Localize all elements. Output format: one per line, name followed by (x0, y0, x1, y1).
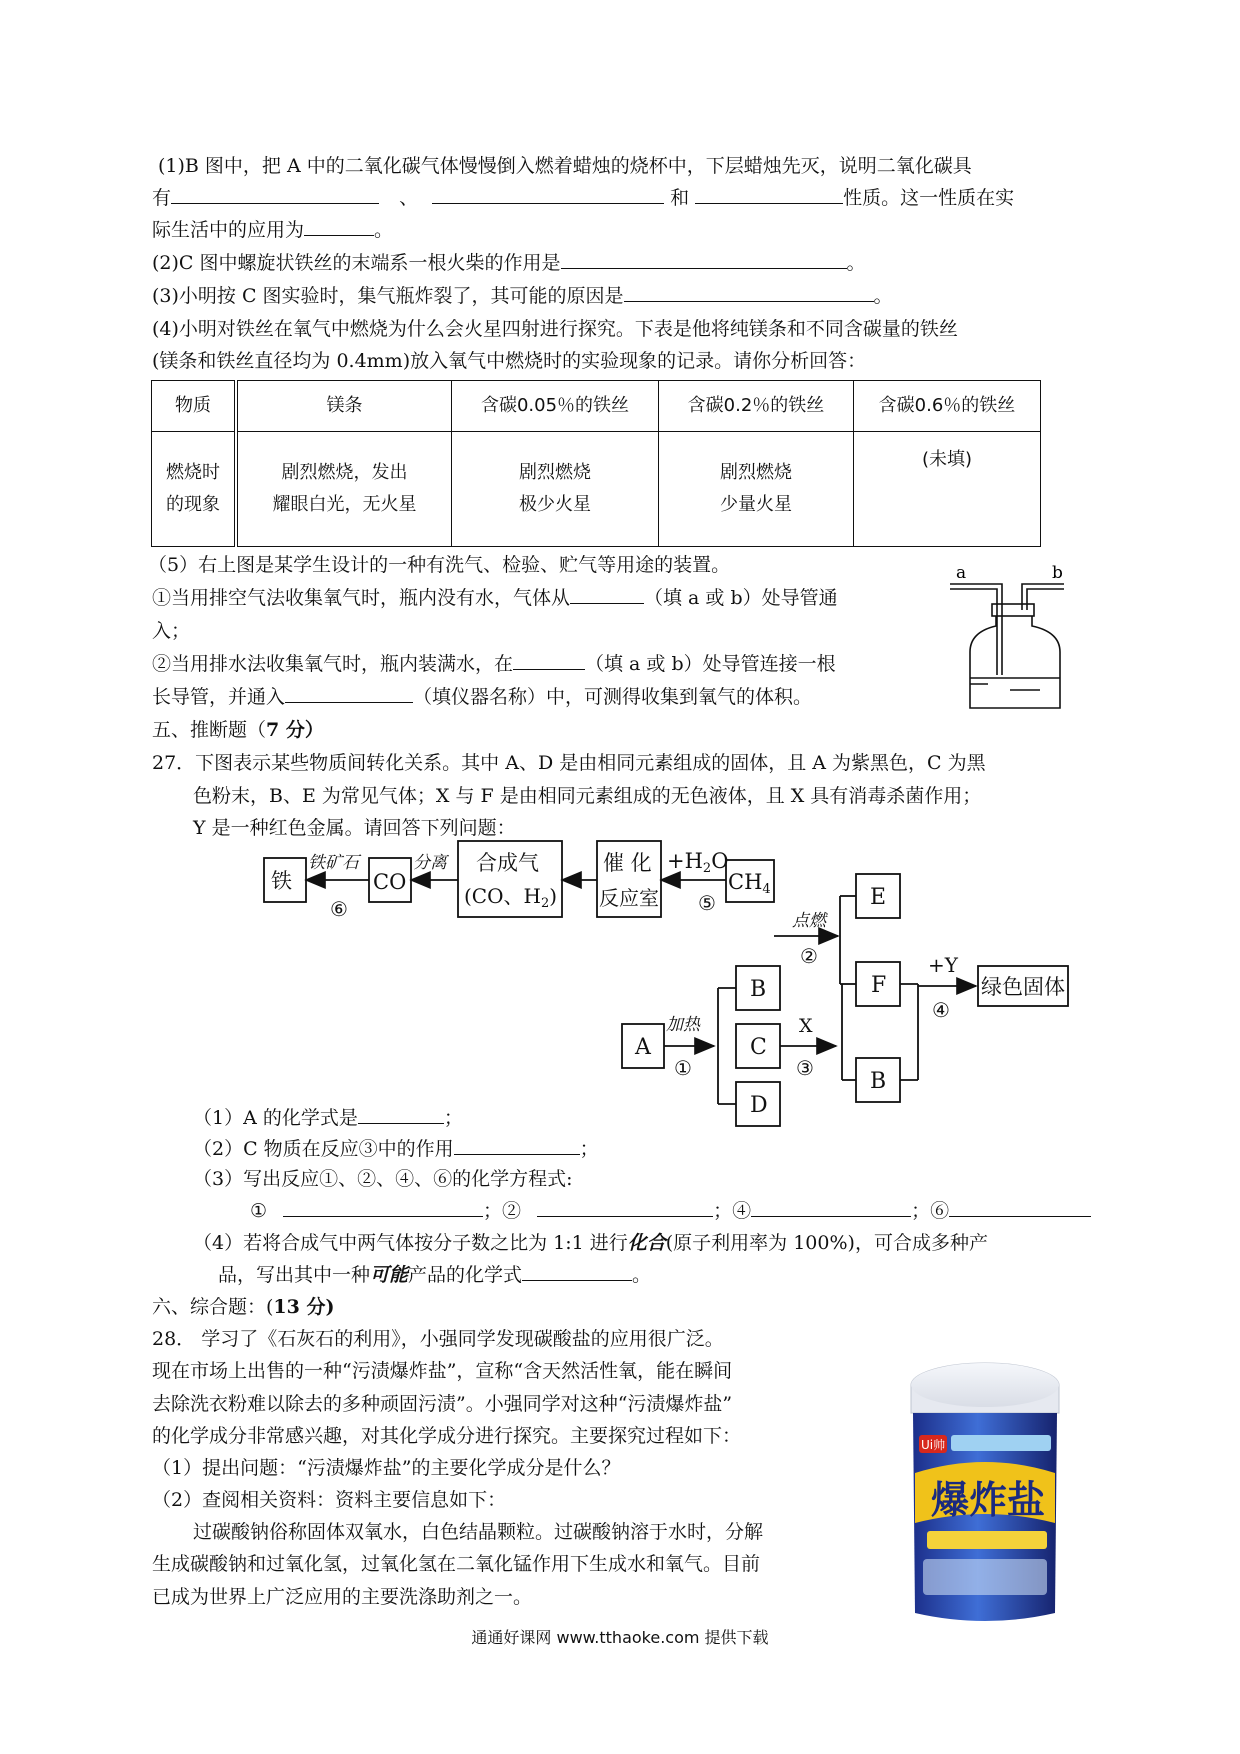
text: ； (443, 1107, 463, 1129)
q27-1-line (193, 1105, 463, 1131)
answer-blank[interactable] (522, 1262, 632, 1281)
node-f-label: F (871, 973, 887, 998)
answer-blank[interactable] (283, 1198, 483, 1217)
text: 五、推断题（ (152, 719, 267, 741)
q27-2-line (193, 1136, 599, 1162)
step-1: ① (674, 1056, 692, 1080)
q28-line5: （1）提出问题：“污渍爆炸盐”的主要化学成分是什么？ (152, 1457, 621, 1479)
text: 六、综合题：( (152, 1296, 274, 1318)
q26-1-line1: (1)B 图中，把 A 中的二氧化碳气体慢慢倒入燃着蜡烛的烧杯中，下层蜡烛先灭，说明二氧化碳具 (158, 155, 972, 177)
q28-line6: （2）查阅相关资料：资料主要信息如下： (152, 1489, 507, 1511)
q27-3-answers (250, 1198, 1091, 1224)
text: 性质。这一性质在实 (843, 187, 1015, 209)
text: (未填) (921, 449, 973, 470)
node-a-label: A (635, 1035, 651, 1060)
text: ②当用排水法收集氧气时，瓶内装满水，在 (152, 653, 514, 675)
text: （填仪器名称）中，可测得收集到氧气的体积。 (413, 686, 813, 708)
q28-line1: 28． 学习了《石灰石的利用》，小强同学发现碳酸盐的应用很广泛。 (152, 1328, 724, 1350)
q26-5-line1: （5）右上图是某学生设计的一种有洗气、检验、贮气等用途的装置。 (148, 554, 731, 576)
text: 品，写出其中一种 (218, 1264, 371, 1286)
text: ① (250, 1200, 268, 1222)
label-separate: 分离 (413, 853, 447, 873)
step-5: ⑤ (698, 891, 716, 915)
node-co-label: CO (373, 870, 407, 894)
text: （1）A 的化学式是 (193, 1107, 358, 1129)
product-top-label: Ui帅 (921, 1438, 946, 1452)
answer-blank[interactable] (949, 1198, 1091, 1217)
text: ；⑥ (911, 1200, 950, 1222)
text: （填 a 或 b）处导管连接一根 (585, 653, 836, 675)
text: ； (579, 1138, 599, 1160)
q26-4-line2: (镁条和铁丝直径均为 0.4mm)放入氧气中燃烧时的实验现象的记录。请你分析回答： (152, 350, 867, 372)
step-4: ④ (932, 998, 950, 1022)
answer-blank[interactable] (358, 1105, 444, 1124)
node-syngas-formula (464, 884, 557, 911)
product-photo (905, 1355, 1065, 1630)
label-ignite: 点燃 (792, 911, 826, 931)
table-header: 物质 (152, 381, 237, 432)
table-header: 镁条 (236, 381, 452, 432)
text: （2）C 物质在反应③中的作用 (193, 1138, 454, 1160)
text: 少量火星 (720, 494, 792, 515)
text: 4 (762, 882, 771, 897)
answer-blank[interactable] (751, 1198, 911, 1217)
text: 剧烈燃烧，发出 (281, 462, 408, 483)
label-y: +Y (928, 953, 958, 977)
text: 、 (399, 187, 419, 209)
q28-line2: 现在市场上出售的一种“污渍爆炸盐”，宣称“含天然活性氧，能在瞬间 (152, 1360, 733, 1382)
text: 的现象 (166, 494, 220, 515)
q27-4-line2 (218, 1262, 651, 1288)
q28-line8: 生成碳酸钠和过氧化氢，过氧化氢在二氧化锰作用下生成水和氧气。目前 (152, 1553, 761, 1575)
q28-line9: 已成为世界上广泛应用的主要洗涤助剂之一。 (152, 1586, 533, 1608)
text: 化合 (627, 1232, 666, 1254)
text: 可能 (370, 1264, 409, 1286)
node-b-label: B (870, 1069, 887, 1094)
bottle-label-a: a (956, 563, 967, 583)
text: 。 (873, 285, 893, 307)
node-b-label: B (750, 977, 767, 1002)
label-ore: 铁矿石 (308, 853, 359, 873)
step-2: ② (800, 944, 818, 968)
text: 2 (702, 861, 712, 876)
text: ) (549, 884, 558, 908)
text: （填 a 或 b）处导管通 (644, 587, 838, 609)
text: 7 分） (266, 719, 324, 741)
answer-blank[interactable] (537, 1198, 713, 1217)
product-brand: 爆炸盐 (931, 1478, 1046, 1522)
text: (CO、H (464, 884, 541, 908)
text: 有 (152, 187, 172, 209)
node-d-label: D (750, 1093, 768, 1118)
text: 。 (846, 252, 866, 274)
node-syngas-label: 合成气 (476, 851, 539, 875)
q28-line4: 的化学成分非常感兴趣，对其化学成分进行探究。主要探究过程如下： (152, 1425, 742, 1447)
answer-blank[interactable] (454, 1136, 580, 1155)
step-6: ⑥ (330, 897, 348, 921)
text: CH (728, 870, 763, 894)
step-3: ③ (796, 1056, 814, 1080)
text: （4）若将合成气中两气体按分子数之比为 1:1 进行 (193, 1232, 628, 1254)
text: (3)小明按 C 图实验时，集气瓶炸裂了，其可能的原因是 (152, 285, 624, 307)
text: 长导管，并通入 (152, 686, 286, 708)
q27-line1: 27．下图表示某些物质间转化关系。其中 A、D 是由相同元素组成的固体，且 A 为紫黑色，C 为黑 (152, 752, 986, 774)
text: 剧烈燃烧 (519, 462, 591, 483)
node-e-label: E (870, 885, 887, 910)
table-header: 含碳0.2％的铁丝 (659, 381, 854, 432)
text: (2)C 图中螺旋状铁丝的末端系一根火柴的作用是 (152, 252, 561, 274)
text: 极少火星 (519, 494, 591, 515)
text: 际生活中的应用为 (152, 219, 305, 241)
q27-line3: Y 是一种红色金属。请回答下列问题： (193, 817, 516, 839)
text: 13 分) (273, 1296, 335, 1318)
q28-line3: 去除洗衣粉难以除去的多种顽固污渍”。小强同学对这种“污渍爆炸盐” (152, 1393, 733, 1415)
section-6-title (152, 1294, 334, 1320)
node-ch4-label (728, 870, 771, 897)
q27-4-line1 (193, 1230, 988, 1256)
text: 。 (374, 219, 394, 241)
label-x: X (799, 1015, 813, 1037)
text: ；④ (713, 1200, 752, 1222)
text: O (711, 849, 729, 873)
text: 。 (632, 1264, 652, 1286)
bottle-label-b: b (1052, 563, 1063, 583)
q26-5-line3: 入； (152, 620, 191, 642)
node-reactor-label: 反应室 (599, 886, 659, 910)
text: (原子利用率为 100%)，可合成多种产 (665, 1232, 988, 1254)
node-reactor-label: 催 化 (603, 851, 652, 875)
text: 2 (540, 896, 550, 911)
text: ①当用排空气法收集氧气时，瓶内没有水，气体从 (152, 587, 571, 609)
q28-line7: 过碳酸钠俗称固体双氧水，白色结晶颗粒。过碳酸钠溶于水时，分解 (193, 1521, 764, 1543)
page-footer: 通通好课网 www.tthaoke.com 提供下载 (471, 1628, 769, 1647)
table-header: 含碳0.05％的铁丝 (452, 381, 659, 432)
node-c-label: C (750, 1035, 767, 1060)
q26-4-line1: (4)小明对铁丝在氧气中燃烧为什么会火星四射进行探究。下表是他将纯镁条和不同含碳量的铁丝 (152, 318, 958, 340)
label-heat: 加热 (666, 1015, 700, 1035)
text: 和 (670, 187, 690, 209)
node-green-label: 绿色固体 (981, 975, 1065, 999)
text: 燃烧时 (166, 462, 220, 483)
text: ；② (483, 1200, 522, 1222)
label-water (667, 849, 728, 876)
node-tie-label: 铁 (271, 869, 292, 893)
text: 耀眼白光，无火星 (272, 494, 417, 515)
table-header: 含碳0.6％的铁丝 (854, 381, 1041, 432)
q27-line2: 色粉末，B、E 为常见气体；X 与 F 是由相同元素组成的无色液体，且 X 具有消毒杀菌作用； (193, 785, 982, 807)
text: 产品的化学式 (408, 1264, 523, 1286)
text: +H (667, 849, 703, 873)
text: 剧烈燃烧 (720, 462, 792, 483)
q27-3-line: （3）写出反应①、②、④、⑥的化学方程式: (193, 1168, 573, 1190)
